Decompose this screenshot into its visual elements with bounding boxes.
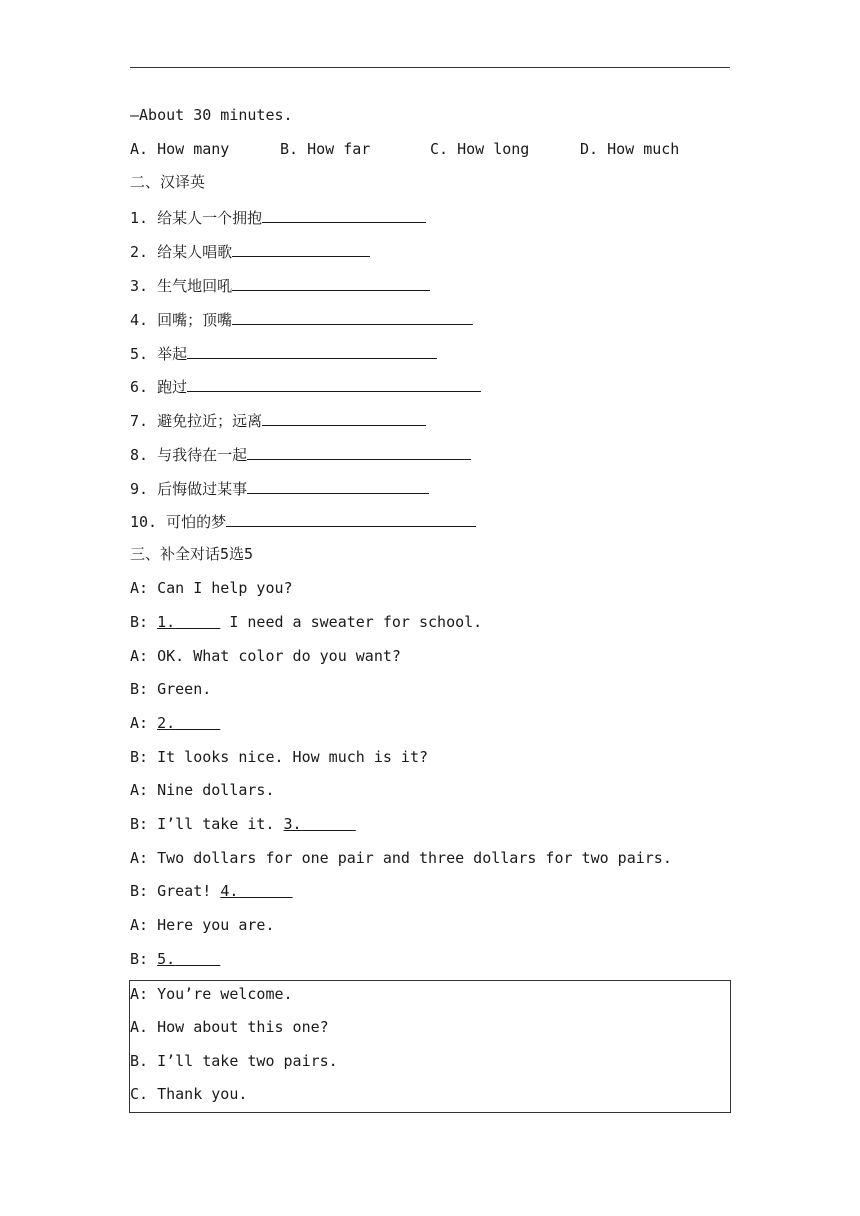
answer-blank[interactable] — [262, 205, 426, 223]
answer-blank[interactable] — [187, 341, 437, 359]
dialog-line — [130, 746, 428, 768]
dialog-text: I need a sweater for school. — [220, 613, 483, 631]
dialog-text: Here you are. — [157, 916, 275, 934]
dialog-text: OK. What color do you want? — [157, 647, 401, 665]
answer-blank[interactable] — [247, 442, 471, 460]
blank-label: 5. — [157, 950, 176, 968]
dialog-line — [130, 712, 220, 734]
answer-blank[interactable] — [262, 408, 426, 426]
blank-label: 3. — [283, 815, 302, 833]
blank-label: 2. — [157, 714, 176, 732]
blank-number[interactable] — [157, 950, 220, 968]
options-box — [129, 980, 731, 1113]
item-text: 7. 避免拉近；远离 — [130, 412, 263, 430]
dialog-text: Can I help you? — [157, 579, 293, 597]
speaker-label: B: — [130, 613, 149, 631]
dialog-text: Nine dollars. — [157, 781, 275, 799]
speaker-label: B: — [130, 882, 149, 900]
box-option: A: You’re welcome. — [130, 985, 293, 1003]
dialog-text: Green. — [157, 680, 212, 698]
option-a: A. How many — [130, 140, 230, 158]
answer-blank[interactable] — [232, 273, 430, 291]
translation-item-2 — [130, 239, 370, 261]
translation-item-10 — [130, 509, 476, 531]
translation-item-3 — [130, 273, 430, 295]
answer-blank[interactable] — [226, 509, 476, 527]
option-d: D. How much — [580, 140, 680, 158]
blank-number[interactable] — [157, 613, 220, 631]
header-rule — [130, 67, 730, 68]
answer-blank[interactable] — [187, 374, 481, 392]
dialog-line — [130, 847, 672, 869]
dialog-line — [130, 779, 275, 801]
option-c: C. How long — [430, 140, 530, 158]
translation-item-6 — [130, 374, 481, 396]
item-text: 1. 给某人一个拥抱 — [130, 209, 263, 227]
translation-item-5 — [130, 341, 437, 363]
translation-item-8 — [130, 442, 471, 464]
blank-number[interactable] — [157, 714, 220, 732]
item-text: 4. 回嘴；顶嘴 — [130, 311, 233, 329]
speaker-label: A: — [130, 916, 149, 934]
section2-title: 二、汉译英 — [130, 173, 206, 191]
speaker-label: A: — [130, 714, 149, 732]
speaker-label: B: — [130, 950, 149, 968]
blank-label: 4. — [220, 882, 239, 900]
dialog-line — [130, 645, 401, 667]
translation-item-7 — [130, 408, 426, 430]
item-text: 6. 跑过 — [130, 378, 188, 396]
answer-blank[interactable] — [247, 476, 429, 494]
item-text: 9. 后悔做过某事 — [130, 480, 248, 498]
answer-blank[interactable] — [232, 239, 370, 257]
speaker-label: B: — [130, 748, 149, 766]
choice-options — [130, 138, 730, 160]
dialog-line — [130, 678, 211, 700]
item-text: 10. 可怕的梦 — [130, 513, 227, 531]
option-b: B. How far — [280, 140, 371, 158]
header-answer: —About 30 minutes. — [130, 106, 293, 124]
translation-item-9 — [130, 476, 429, 498]
item-text: 3. 生气地回吼 — [130, 277, 233, 295]
item-text: 8. 与我待在一起 — [130, 446, 248, 464]
speaker-label: A: — [130, 647, 149, 665]
speaker-label: A: — [130, 781, 149, 799]
blank-number[interactable] — [284, 815, 356, 833]
box-option: C. Thank you. — [130, 1085, 248, 1103]
dialog-text: It looks nice. How much is it? — [157, 748, 429, 766]
speaker-label: A: — [130, 579, 149, 597]
dialog-line — [130, 577, 293, 599]
dialog-text: Two dollars for one pair and three dollars for two pairs. — [157, 849, 672, 867]
item-text: 5. 举起 — [130, 345, 188, 363]
box-option: B. I’ll take two pairs. — [130, 1052, 338, 1070]
blank-label: 1. — [157, 613, 176, 631]
dialog-line — [130, 880, 293, 902]
translation-item-4 — [130, 307, 473, 329]
dialog-text: Great! — [157, 882, 221, 900]
dialog-line — [130, 813, 356, 835]
dialog-line — [130, 914, 275, 936]
item-text: 2. 给某人唱歌 — [130, 243, 233, 261]
dialog-text: I’ll take it. — [157, 815, 284, 833]
translation-item-1 — [130, 205, 426, 227]
section3-title: 三、补全对话5选5 — [130, 545, 254, 563]
answer-blank[interactable] — [232, 307, 473, 325]
dialog-line — [130, 611, 482, 633]
blank-number[interactable] — [220, 882, 292, 900]
speaker-label: A: — [130, 849, 149, 867]
speaker-label: B: — [130, 815, 149, 833]
box-option: A. How about this one? — [130, 1018, 329, 1036]
speaker-label: B: — [130, 680, 149, 698]
dialog-line — [130, 948, 220, 970]
